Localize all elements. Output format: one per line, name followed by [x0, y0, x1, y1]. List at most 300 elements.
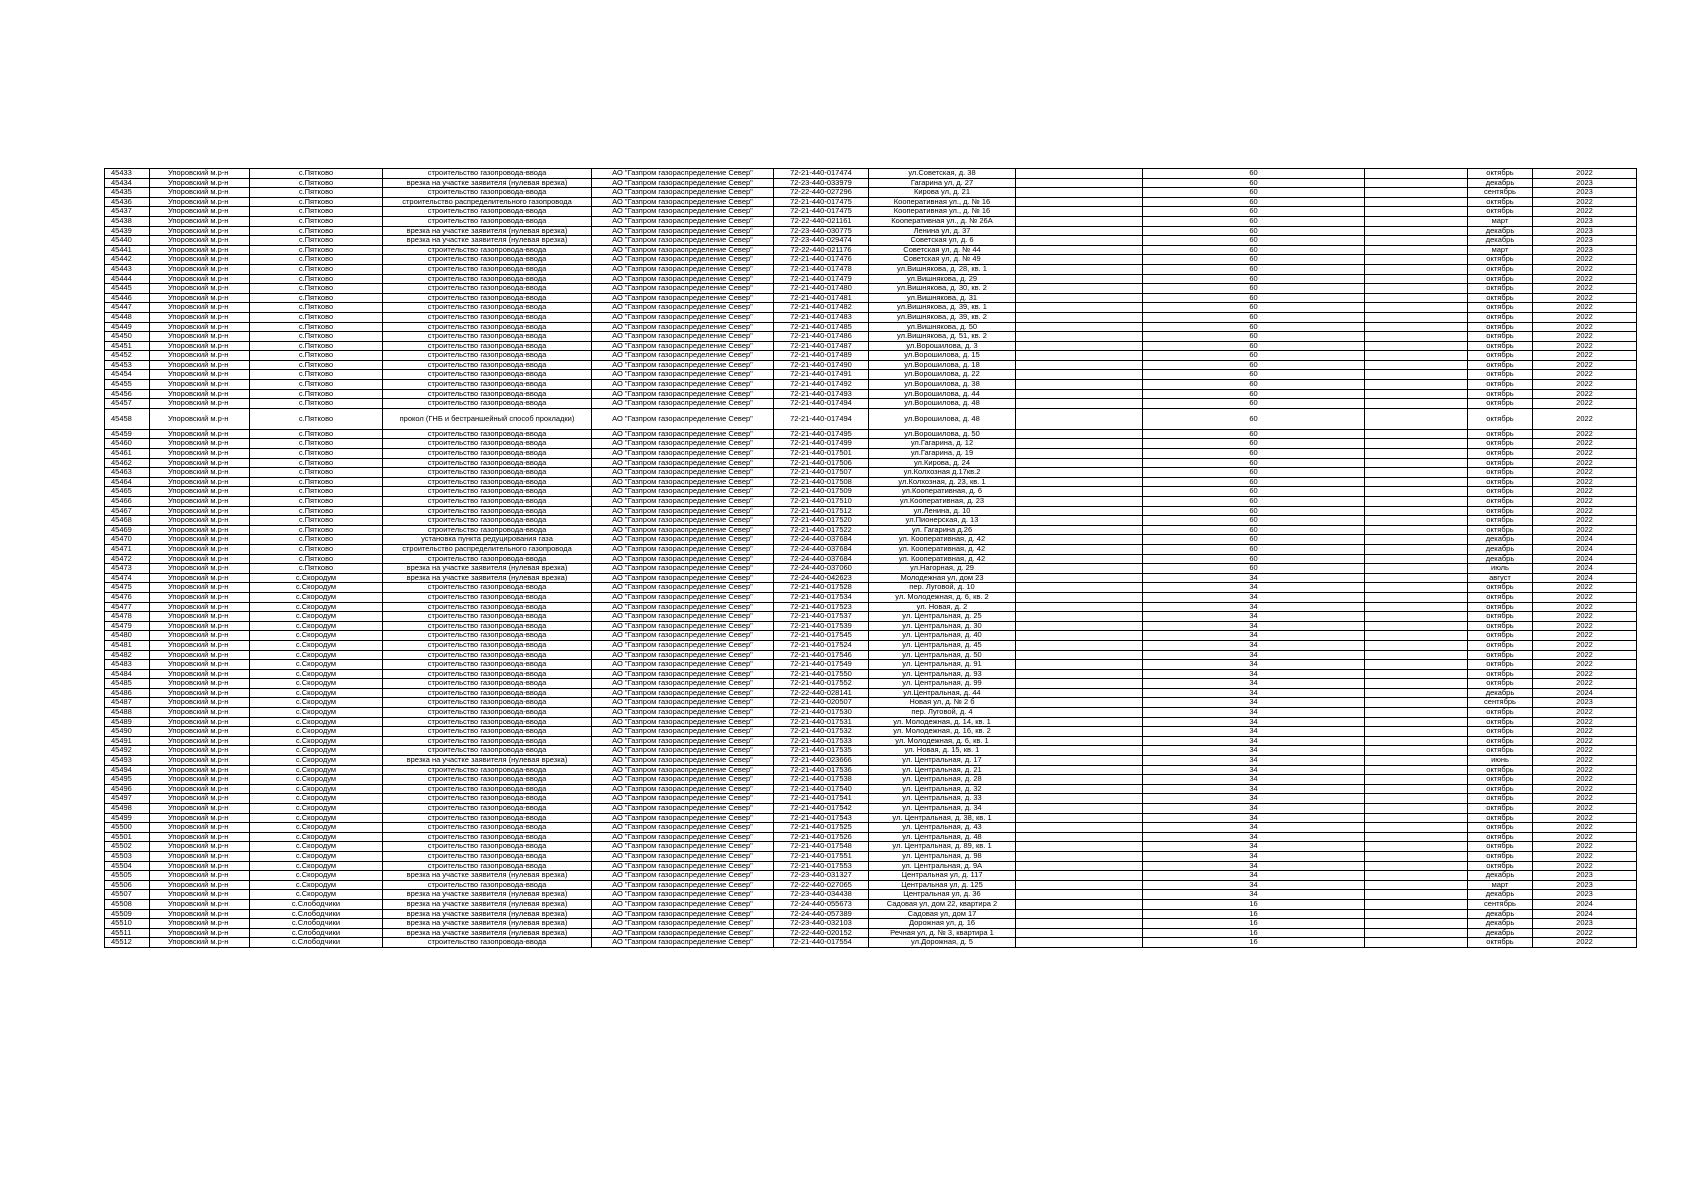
empty-column-cell: [1016, 216, 1143, 226]
pressure-value-cell: 34: [1143, 784, 1365, 794]
row-number-cell: 45437: [105, 207, 150, 217]
table-row: [105, 631, 1637, 641]
year-cell: 2023: [1533, 178, 1637, 188]
row-number-cell: 45436: [105, 197, 150, 207]
row-number-cell: 45471: [105, 544, 150, 554]
row-number-cell: 45476: [105, 592, 150, 602]
table-row: [105, 284, 1637, 294]
empty-column-2-cell: [1365, 449, 1468, 459]
month-cell: октябрь: [1468, 813, 1533, 823]
settlement-cell: с.Пятково: [250, 312, 383, 322]
address-cell: ул. Молодежная, д. 6, кв. 2: [869, 592, 1016, 602]
address-cell: ул. Центральная, д. 43: [869, 823, 1016, 833]
organization-cell: АО "Газпром газораспределение Север": [592, 679, 774, 689]
row-number-cell: 45472: [105, 554, 150, 564]
work-type-cell: врезка на участке заявителя (нулевая врезка): [383, 928, 592, 938]
empty-column-cell: [1016, 389, 1143, 399]
address-cell: ул. Кооперативная, д. 42: [869, 554, 1016, 564]
empty-column-cell: [1016, 573, 1143, 583]
application-number-cell: 72-21-440-017476: [774, 255, 869, 265]
table-row: [105, 408, 1637, 429]
settlement-cell: с.Пятково: [250, 564, 383, 574]
organization-cell: АО "Газпром газораспределение Север": [592, 380, 774, 390]
work-type-cell: строительство газопровода-ввода: [383, 621, 592, 631]
district-cell: Упоровский м.р-н: [150, 439, 250, 449]
empty-column-2-cell: [1365, 554, 1468, 564]
month-cell: март: [1468, 216, 1533, 226]
row-number-cell: 45505: [105, 871, 150, 881]
empty-column-cell: [1016, 880, 1143, 890]
pressure-value-cell: 34: [1143, 890, 1365, 900]
address-cell: ул.Пионерская, д. 13: [869, 516, 1016, 526]
row-number-cell: 45491: [105, 736, 150, 746]
empty-column-cell: [1016, 832, 1143, 842]
work-type-cell: строительство газопровода-ввода: [383, 736, 592, 746]
address-cell: ул.Кирова, д. 24: [869, 458, 1016, 468]
month-cell: октябрь: [1468, 717, 1533, 727]
year-cell: 2022: [1533, 389, 1637, 399]
organization-cell: АО "Газпром газораспределение Север": [592, 370, 774, 380]
table-row: [105, 188, 1637, 198]
empty-column-cell: [1016, 861, 1143, 871]
organization-cell: АО "Газпром газораспределение Север": [592, 408, 774, 429]
organization-cell: АО "Газпром газораспределение Север": [592, 506, 774, 516]
organization-cell: АО "Газпром газораспределение Север": [592, 688, 774, 698]
empty-column-2-cell: [1365, 775, 1468, 785]
work-type-cell: строительство газопровода-ввода: [383, 169, 592, 179]
settlement-cell: с.Пятково: [250, 458, 383, 468]
pressure-value-cell: 60: [1143, 487, 1365, 497]
work-type-cell: строительство газопровода-ввода: [383, 804, 592, 814]
organization-cell: АО "Газпром газораспределение Север": [592, 583, 774, 593]
organization-cell: АО "Газпром газораспределение Север": [592, 216, 774, 226]
empty-column-2-cell: [1365, 216, 1468, 226]
table-row: [105, 784, 1637, 794]
application-number-cell: 72-24-440-057389: [774, 909, 869, 919]
settlement-cell: с.Пятково: [250, 293, 383, 303]
month-cell: октябрь: [1468, 351, 1533, 361]
pressure-value-cell: 60: [1143, 264, 1365, 274]
application-number-cell: 72-21-440-017541: [774, 794, 869, 804]
district-cell: Упоровский м.р-н: [150, 449, 250, 459]
application-number-cell: 72-21-440-017552: [774, 679, 869, 689]
row-number-cell: 45441: [105, 245, 150, 255]
empty-column-cell: [1016, 746, 1143, 756]
pressure-value-cell: 60: [1143, 449, 1365, 459]
pressure-value-cell: 34: [1143, 813, 1365, 823]
work-type-cell: строительство газопровода-ввода: [383, 938, 592, 948]
empty-column-cell: [1016, 293, 1143, 303]
pressure-value-cell: 60: [1143, 506, 1365, 516]
work-type-cell: врезка на участке заявителя (нулевая врезка): [383, 871, 592, 881]
table-row: [105, 516, 1637, 526]
year-cell: 2022: [1533, 631, 1637, 641]
month-cell: октябрь: [1468, 497, 1533, 507]
pressure-value-cell: 60: [1143, 351, 1365, 361]
organization-cell: АО "Газпром газораспределение Север": [592, 332, 774, 342]
district-cell: Упоровский м.р-н: [150, 429, 250, 439]
year-cell: 2022: [1533, 621, 1637, 631]
month-cell: октябрь: [1468, 851, 1533, 861]
pressure-value-cell: 60: [1143, 169, 1365, 179]
settlement-cell: с.Пятково: [250, 169, 383, 179]
work-type-cell: строительство газопровода-ввода: [383, 303, 592, 313]
pressure-value-cell: 34: [1143, 698, 1365, 708]
empty-column-2-cell: [1365, 640, 1468, 650]
empty-column-cell: [1016, 497, 1143, 507]
application-number-cell: 72-23-440-033979: [774, 178, 869, 188]
application-number-cell: 72-23-440-029474: [774, 236, 869, 246]
row-number-cell: 45469: [105, 525, 150, 535]
application-number-cell: 72-21-440-017550: [774, 669, 869, 679]
year-cell: 2022: [1533, 583, 1637, 593]
application-number-cell: 72-21-440-020507: [774, 698, 869, 708]
row-number-cell: 45496: [105, 784, 150, 794]
address-cell: ул. Центральная, д. 99: [869, 679, 1016, 689]
table-row: [105, 880, 1637, 890]
district-cell: Упоровский м.р-н: [150, 583, 250, 593]
empty-column-cell: [1016, 332, 1143, 342]
row-number-cell: 45433: [105, 169, 150, 179]
empty-column-cell: [1016, 506, 1143, 516]
pressure-value-cell: 34: [1143, 832, 1365, 842]
empty-column-2-cell: [1365, 370, 1468, 380]
application-number-cell: 72-21-440-017479: [774, 274, 869, 284]
empty-column-2-cell: [1365, 293, 1468, 303]
year-cell: 2022: [1533, 832, 1637, 842]
work-type-cell: строительство газопровода-ввода: [383, 880, 592, 890]
table-row: [105, 341, 1637, 351]
organization-cell: АО "Газпром газораспределение Север": [592, 660, 774, 670]
pressure-value-cell: 34: [1143, 736, 1365, 746]
settlement-cell: с.Слободчики: [250, 919, 383, 929]
empty-column-2-cell: [1365, 851, 1468, 861]
empty-column-2-cell: [1365, 871, 1468, 881]
district-cell: Упоровский м.р-н: [150, 756, 250, 766]
row-number-cell: 45506: [105, 880, 150, 890]
table-row: [105, 612, 1637, 622]
address-cell: ул. Центральная, д. 50: [869, 650, 1016, 660]
work-type-cell: строительство газопровода-ввода: [383, 525, 592, 535]
district-cell: Упоровский м.р-н: [150, 688, 250, 698]
settlement-cell: с.Скородум: [250, 592, 383, 602]
year-cell: 2022: [1533, 602, 1637, 612]
table-row: [105, 322, 1637, 332]
organization-cell: АО "Газпром газораспределение Север": [592, 341, 774, 351]
table-row: [105, 245, 1637, 255]
organization-cell: АО "Газпром газораспределение Север": [592, 871, 774, 881]
empty-column-2-cell: [1365, 284, 1468, 294]
address-cell: Ленина ул, д. 37: [869, 226, 1016, 236]
empty-column-cell: [1016, 477, 1143, 487]
month-cell: октябрь: [1468, 746, 1533, 756]
district-cell: Упоровский м.р-н: [150, 660, 250, 670]
table-row: [105, 303, 1637, 313]
year-cell: 2023: [1533, 919, 1637, 929]
month-cell: октябрь: [1468, 592, 1533, 602]
empty-column-cell: [1016, 468, 1143, 478]
empty-column-cell: [1016, 813, 1143, 823]
organization-cell: АО "Газпром газораспределение Север": [592, 842, 774, 852]
settlement-cell: с.Пятково: [250, 303, 383, 313]
application-number-cell: 72-23-440-034438: [774, 890, 869, 900]
year-cell: 2024: [1533, 688, 1637, 698]
empty-column-2-cell: [1365, 650, 1468, 660]
table-row: [105, 293, 1637, 303]
work-type-cell: строительство газопровода-ввода: [383, 554, 592, 564]
year-cell: 2022: [1533, 332, 1637, 342]
application-number-cell: 72-21-440-017499: [774, 439, 869, 449]
empty-column-2-cell: [1365, 264, 1468, 274]
table-row: [105, 775, 1637, 785]
year-cell: 2022: [1533, 351, 1637, 361]
empty-column-cell: [1016, 525, 1143, 535]
month-cell: октябрь: [1468, 408, 1533, 429]
work-type-cell: строительство газопровода-ввода: [383, 487, 592, 497]
empty-column-2-cell: [1365, 669, 1468, 679]
year-cell: 2022: [1533, 458, 1637, 468]
empty-column-2-cell: [1365, 861, 1468, 871]
organization-cell: АО "Газпром газораспределение Север": [592, 449, 774, 459]
empty-column-cell: [1016, 602, 1143, 612]
application-number-cell: 72-21-440-017485: [774, 322, 869, 332]
gas-connection-table: [104, 168, 1637, 948]
year-cell: 2022: [1533, 861, 1637, 871]
application-number-cell: 72-21-440-017534: [774, 592, 869, 602]
pressure-value-cell: 16: [1143, 899, 1365, 909]
year-cell: 2022: [1533, 746, 1637, 756]
row-number-cell: 45458: [105, 408, 150, 429]
application-number-cell: 72-21-440-017542: [774, 804, 869, 814]
settlement-cell: с.Скородум: [250, 583, 383, 593]
settlement-cell: с.Скородум: [250, 794, 383, 804]
table-row: [105, 226, 1637, 236]
district-cell: Упоровский м.р-н: [150, 477, 250, 487]
work-type-cell: строительство газопровода-ввода: [383, 679, 592, 689]
address-cell: ул. Новая, д. 2: [869, 602, 1016, 612]
table-row: [105, 669, 1637, 679]
row-number-cell: 45512: [105, 938, 150, 948]
pressure-value-cell: 60: [1143, 322, 1365, 332]
empty-column-cell: [1016, 360, 1143, 370]
empty-column-cell: [1016, 784, 1143, 794]
row-number-cell: 45477: [105, 602, 150, 612]
table-row: [105, 727, 1637, 737]
table-row: [105, 640, 1637, 650]
work-type-cell: строительство газопровода-ввода: [383, 516, 592, 526]
table-row: [105, 429, 1637, 439]
work-type-cell: прокол (ГНБ и бестраншейный способ прокладки): [383, 408, 592, 429]
empty-column-cell: [1016, 708, 1143, 718]
year-cell: 2022: [1533, 497, 1637, 507]
district-cell: Упоровский м.р-н: [150, 399, 250, 409]
address-cell: ул. Центральная, д. 45: [869, 640, 1016, 650]
application-number-cell: 72-22-440-021176: [774, 245, 869, 255]
row-number-cell: 45443: [105, 264, 150, 274]
organization-cell: АО "Газпром газораспределение Север": [592, 832, 774, 842]
organization-cell: АО "Газпром газораспределение Север": [592, 804, 774, 814]
organization-cell: АО "Газпром газораспределение Север": [592, 207, 774, 217]
application-number-cell: 72-21-440-017512: [774, 506, 869, 516]
settlement-cell: с.Слободчики: [250, 938, 383, 948]
application-number-cell: 72-21-440-017531: [774, 717, 869, 727]
empty-column-2-cell: [1365, 439, 1468, 449]
year-cell: 2023: [1533, 698, 1637, 708]
address-cell: Дорожная ул, д. 16: [869, 919, 1016, 929]
settlement-cell: с.Пятково: [250, 370, 383, 380]
organization-cell: АО "Газпром газораспределение Север": [592, 468, 774, 478]
pressure-value-cell: 60: [1143, 274, 1365, 284]
table-row: [105, 708, 1637, 718]
table-row: [105, 698, 1637, 708]
district-cell: Упоровский м.р-н: [150, 468, 250, 478]
organization-cell: АО "Газпром газораспределение Север": [592, 322, 774, 332]
pressure-value-cell: 34: [1143, 871, 1365, 881]
empty-column-2-cell: [1365, 477, 1468, 487]
table-row: [105, 919, 1637, 929]
address-cell: ул.Кооперативная, д. 23: [869, 497, 1016, 507]
work-type-cell: строительство газопровода-ввода: [383, 468, 592, 478]
row-number-cell: 45475: [105, 583, 150, 593]
empty-column-2-cell: [1365, 880, 1468, 890]
settlement-cell: с.Скородум: [250, 804, 383, 814]
settlement-cell: с.Пятково: [250, 439, 383, 449]
row-number-cell: 45466: [105, 497, 150, 507]
settlement-cell: с.Пятково: [250, 408, 383, 429]
pressure-value-cell: 34: [1143, 583, 1365, 593]
year-cell: 2022: [1533, 775, 1637, 785]
district-cell: Упоровский м.р-н: [150, 264, 250, 274]
year-cell: 2022: [1533, 612, 1637, 622]
work-type-cell: врезка на участке заявителя (нулевая врезка): [383, 564, 592, 574]
row-number-cell: 45501: [105, 832, 150, 842]
pressure-value-cell: 60: [1143, 399, 1365, 409]
address-cell: Советская ул, д. № 49: [869, 255, 1016, 265]
empty-column-cell: [1016, 429, 1143, 439]
organization-cell: АО "Газпром газораспределение Север": [592, 775, 774, 785]
pressure-value-cell: 34: [1143, 660, 1365, 670]
year-cell: 2023: [1533, 871, 1637, 881]
organization-cell: АО "Газпром газораспределение Север": [592, 602, 774, 612]
month-cell: декабрь: [1468, 236, 1533, 246]
address-cell: Новая ул, д. № 2 б: [869, 698, 1016, 708]
empty-column-cell: [1016, 408, 1143, 429]
organization-cell: АО "Газпром газораспределение Север": [592, 245, 774, 255]
settlement-cell: с.Скородум: [250, 679, 383, 689]
settlement-cell: с.Пятково: [250, 178, 383, 188]
application-number-cell: 72-21-440-017554: [774, 938, 869, 948]
address-cell: ул.Ворошилова, д. 38: [869, 380, 1016, 390]
row-number-cell: 45439: [105, 226, 150, 236]
empty-column-2-cell: [1365, 631, 1468, 641]
empty-column-cell: [1016, 236, 1143, 246]
year-cell: 2022: [1533, 842, 1637, 852]
table-row: [105, 899, 1637, 909]
year-cell: 2022: [1533, 439, 1637, 449]
settlement-cell: с.Пятково: [250, 525, 383, 535]
settlement-cell: с.Скородум: [250, 861, 383, 871]
year-cell: 2024: [1533, 564, 1637, 574]
year-cell: 2023: [1533, 188, 1637, 198]
application-number-cell: 72-21-440-017482: [774, 303, 869, 313]
month-cell: октябрь: [1468, 332, 1533, 342]
year-cell: 2022: [1533, 506, 1637, 516]
row-number-cell: 45438: [105, 216, 150, 226]
table-row: [105, 765, 1637, 775]
empty-column-2-cell: [1365, 399, 1468, 409]
empty-column-2-cell: [1365, 804, 1468, 814]
application-number-cell: 72-21-440-017474: [774, 169, 869, 179]
district-cell: Упоровский м.р-н: [150, 312, 250, 322]
row-number-cell: 45467: [105, 506, 150, 516]
application-number-cell: 72-21-440-017545: [774, 631, 869, 641]
settlement-cell: с.Пятково: [250, 197, 383, 207]
row-number-cell: 45493: [105, 756, 150, 766]
address-cell: пер. Луговой, д. 10: [869, 583, 1016, 593]
organization-cell: АО "Газпром газораспределение Север": [592, 544, 774, 554]
settlement-cell: с.Пятково: [250, 449, 383, 459]
application-number-cell: 72-21-440-017523: [774, 602, 869, 612]
empty-column-2-cell: [1365, 516, 1468, 526]
address-cell: ул. Молодежная, д. 16, кв. 2: [869, 727, 1016, 737]
table-row: [105, 370, 1637, 380]
pressure-value-cell: 34: [1143, 612, 1365, 622]
work-type-cell: строительство газопровода-ввода: [383, 631, 592, 641]
empty-column-2-cell: [1365, 169, 1468, 179]
district-cell: Упоровский м.р-н: [150, 293, 250, 303]
row-number-cell: 45502: [105, 842, 150, 852]
row-number-cell: 45490: [105, 727, 150, 737]
application-number-cell: 72-21-440-017535: [774, 746, 869, 756]
empty-column-cell: [1016, 919, 1143, 929]
settlement-cell: с.Пятково: [250, 399, 383, 409]
settlement-cell: с.Скородум: [250, 573, 383, 583]
year-cell: 2022: [1533, 765, 1637, 775]
address-cell: Молодежная ул, дом 23: [869, 573, 1016, 583]
row-number-cell: 45435: [105, 188, 150, 198]
year-cell: 2022: [1533, 370, 1637, 380]
row-number-cell: 45459: [105, 429, 150, 439]
month-cell: декабрь: [1468, 226, 1533, 236]
settlement-cell: с.Скородум: [250, 890, 383, 900]
application-number-cell: 72-21-440-017478: [774, 264, 869, 274]
row-number-cell: 45450: [105, 332, 150, 342]
work-type-cell: строительство распределительного газопровода: [383, 197, 592, 207]
empty-column-cell: [1016, 765, 1143, 775]
table-row: [105, 544, 1637, 554]
row-number-cell: 45500: [105, 823, 150, 833]
settlement-cell: с.Пятково: [250, 380, 383, 390]
settlement-cell: с.Скородум: [250, 851, 383, 861]
year-cell: 2022: [1533, 679, 1637, 689]
row-number-cell: 45494: [105, 765, 150, 775]
application-number-cell: 72-21-440-017528: [774, 583, 869, 593]
organization-cell: АО "Газпром газораспределение Север": [592, 197, 774, 207]
address-cell: ул. Центральная, д. 25: [869, 612, 1016, 622]
table-row: [105, 938, 1637, 948]
empty-column-cell: [1016, 890, 1143, 900]
work-type-cell: строительство газопровода-ввода: [383, 429, 592, 439]
district-cell: Упоровский м.р-н: [150, 717, 250, 727]
table-row: [105, 506, 1637, 516]
row-number-cell: 45510: [105, 919, 150, 929]
district-cell: Упоровский м.р-н: [150, 360, 250, 370]
district-cell: Упоровский м.р-н: [150, 516, 250, 526]
row-number-cell: 45507: [105, 890, 150, 900]
table-row: [105, 255, 1637, 265]
address-cell: ул. Молодежная, д. 6, кв. 1: [869, 736, 1016, 746]
table-row: [105, 207, 1637, 217]
